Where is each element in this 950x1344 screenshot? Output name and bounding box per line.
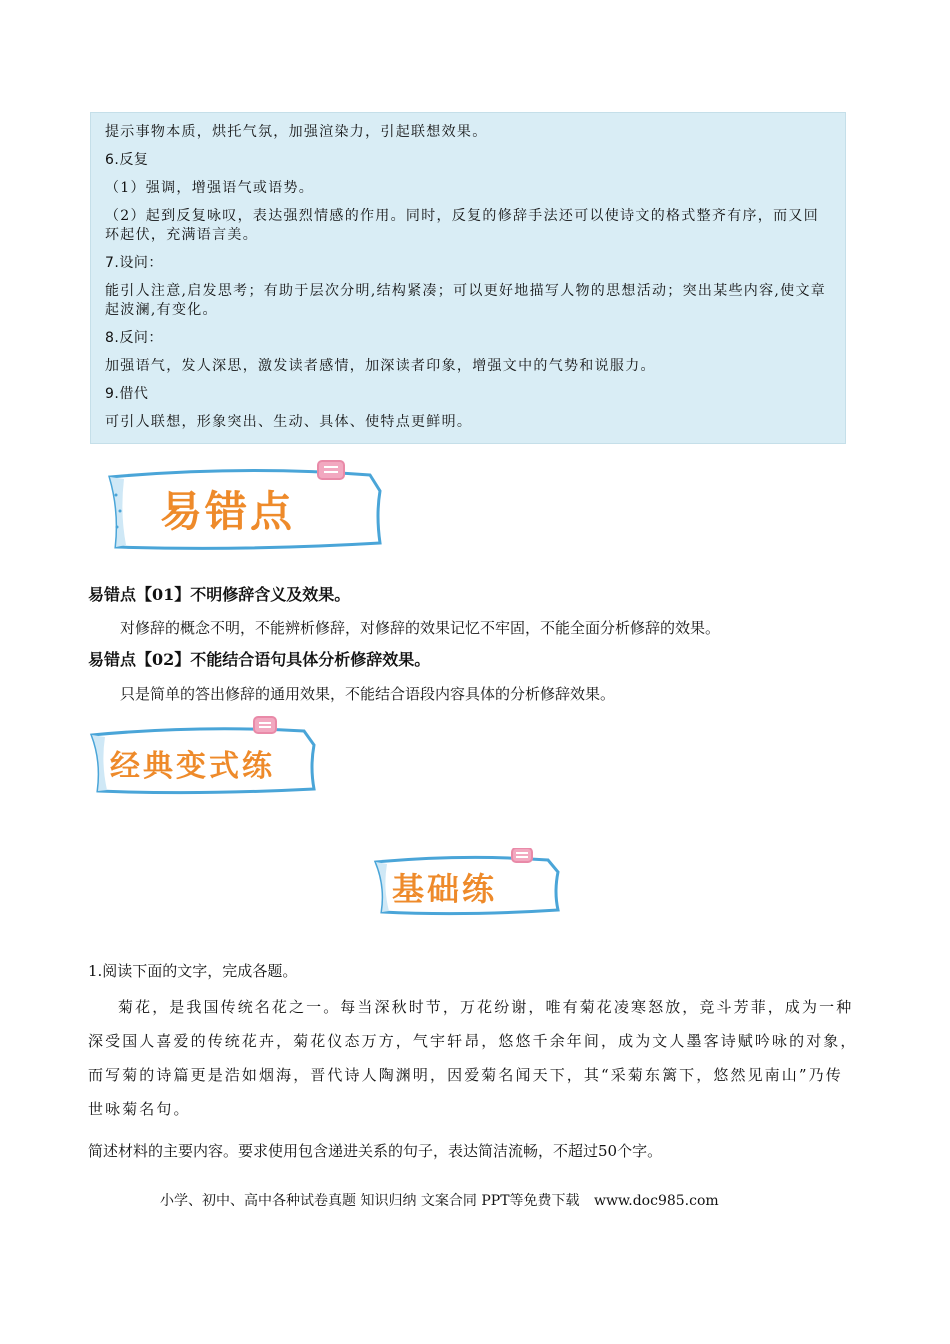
banner-title: 经典变式练 (110, 749, 275, 784)
banner-title: 易错点 (160, 487, 296, 536)
page-footer (160, 1190, 729, 1210)
banner-title: 基础练 (392, 870, 498, 908)
summary-line: 提示事物本质，烘托气氛，加强渲染力，引起联想效果。 (105, 124, 488, 140)
summary-heading: 7.设问： (105, 255, 163, 271)
question-instruction: 简述材料的主要内容。要求使用包含递进关系的句子，表达简洁流畅，不超过50个字。 (88, 1142, 663, 1160)
banner-variants (88, 715, 318, 797)
summary-line: （1）强调，增强语气或语势。 (105, 180, 315, 196)
error-point-desc: 对修辞的概念不明，不能辨析修辞，对修辞的效果记忆不牢固，不能全面分析修辞的效果。 (120, 619, 721, 637)
footer-text: 小学、初中、高中各种试卷真题 知识归纳 文案合同 PPT等免费下载 (160, 1193, 580, 1209)
footer-url[interactable]: www.doc985.com (593, 1193, 719, 1209)
summary-heading: 8.反问： (105, 330, 163, 346)
summary-box (90, 112, 846, 444)
summary-line: （2）起到反复咏叹，表达强烈情感的作用。同时，反复的修辞手法还可以使诗文的格式整齐有序，而又回环起伏，充满语言美。 (105, 208, 820, 243)
question-passage: 菊花，是我国传统名花之一。每当深秋时节，万花纷谢，唯有菊花凌寒怒放，竞斗芳菲，成为一种深受国人喜爱的传统花卉，菊花仪态万方，气宇轩昂，悠悠千余年间，成为文人墨客诗赋吟咏的对象，而写菊的诗篇更是浩如烟海，晋代诗人陶渊明，因爱菊名闻天下，其“采菊东篱下，悠然见南山”乃传世咏菊名句。 (88, 998, 858, 1118)
question-prompt: 1.阅读下面的文字，完成各题。 (88, 962, 298, 980)
error-point-title: 易错点【01】不明修辞含义及效果。 (88, 585, 351, 604)
banner-basic (372, 848, 562, 918)
error-point-title: 易错点【02】不能结合语句具体分析修辞效果。 (88, 650, 431, 669)
summary-line: 可引人联想，形象突出、生动、具体、使特点更鲜明。 (105, 414, 473, 430)
banner-errors (104, 455, 384, 553)
error-point-desc: 只是简单的答出修辞的通用效果，不能结合语段内容具体的分析修辞效果。 (120, 685, 616, 703)
summary-line: 加强语气，发人深思，激发读者感情，加深读者印象，增强文中的气势和说服力。 (105, 358, 656, 374)
summary-heading: 6.反复 (105, 152, 149, 168)
question-passage-block (88, 990, 858, 1126)
summary-line: 能引人注意,启发思考；有助于层次分明,结构紧凑；可以更好地描写人物的思想活动；突出某些内容,使文章起波澜,有变化。 (105, 283, 827, 318)
summary-heading: 9.借代 (105, 386, 149, 402)
